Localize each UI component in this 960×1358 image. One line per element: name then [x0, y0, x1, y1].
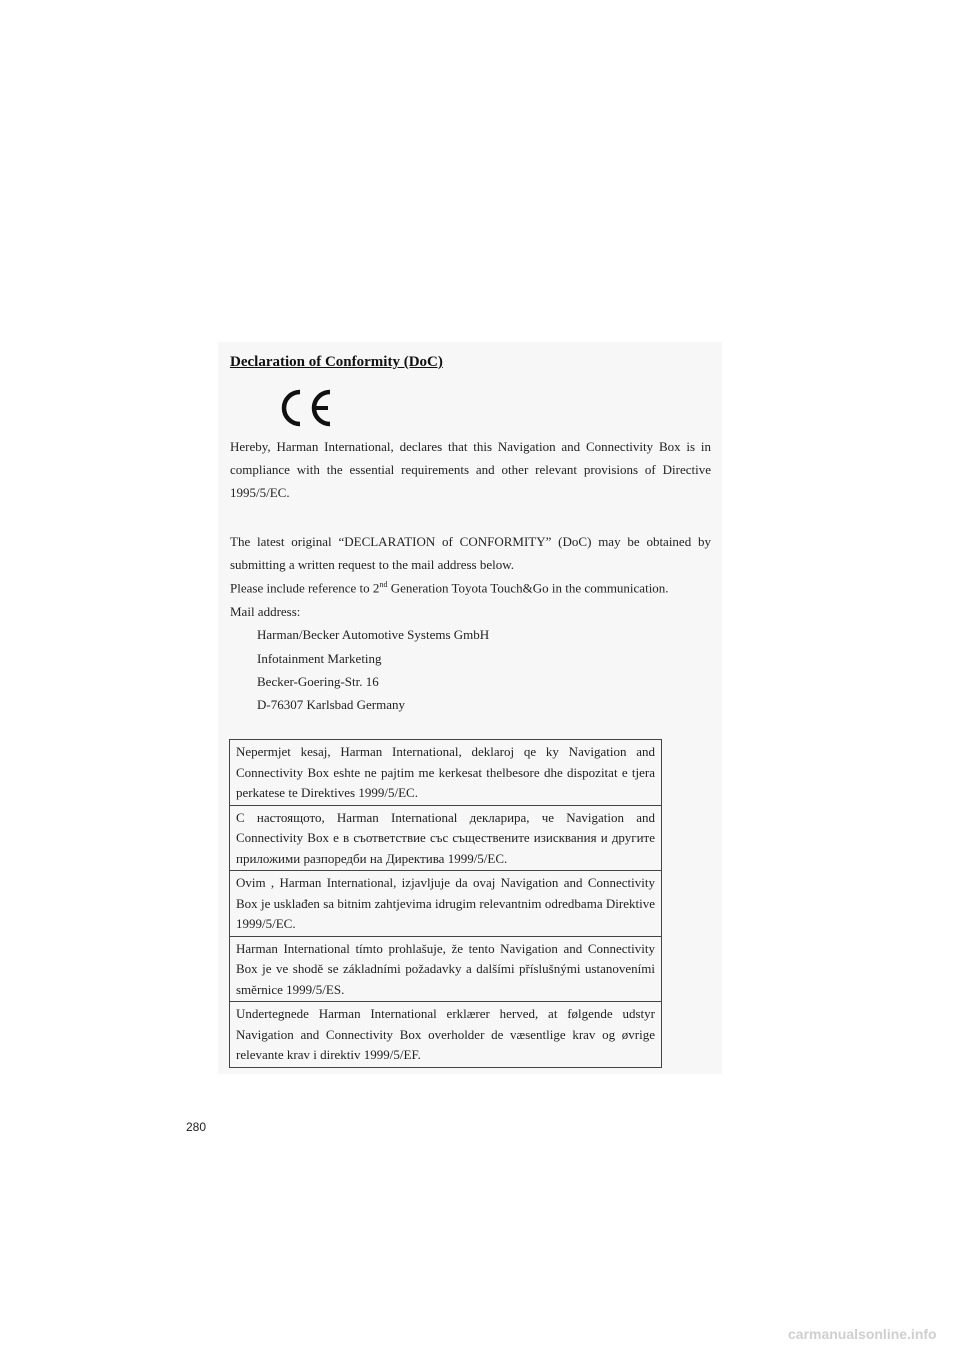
- include-reference-superscript: nd: [379, 580, 388, 589]
- translations-table: [229, 739, 662, 1068]
- translation-danish: Undertegnede Harman International erklærer herved, at følgende udstyr Navigation and Connectivity Box overholder de væsentlige krav og øvrige relevante krav i direktiv 1999/5/EF.: [230, 1002, 662, 1068]
- watermark: carmanualsonline.info: [788, 1326, 937, 1342]
- include-reference-line: [230, 580, 669, 596]
- page-number: 280: [186, 1120, 207, 1134]
- address-line: Harman/Becker Automotive Systems GmbH: [257, 627, 490, 642]
- translation-croatian: Ovim , Harman International, izjavljuje da ovaj Navigation and Connectivity Box je usklađen sa bitnim zahtjevima idrugim relevantnim odredbama Direktive 1999/5/EC.: [230, 871, 662, 937]
- mail-address-label: Mail address:: [230, 604, 301, 619]
- address-line: Becker-Goering-Str. 16: [257, 674, 379, 689]
- translation-czech: Harman International tímto prohlašuje, že tento Navigation and Connectivity Box je ve shodě se základními požadavky a dalšími příslušnými ustanoveními směrnice 1999/5/ES.: [230, 936, 662, 1002]
- include-reference-before: Please include reference to 2: [230, 580, 380, 596]
- table-row: [230, 740, 662, 806]
- translation-bulgarian: С настоящото, Harman International декларира, че Navigation and Connectivity Box е в съответствие със съществените изисквания и другите приложими разпоредби на Директива 1999/5/EC.: [230, 805, 662, 871]
- doc-request-paragraph: The latest original “DECLARATION of CONFORMITY” (DoC) may be obtained by submitting a written request to the mail address below.: [230, 534, 711, 572]
- declaration-paragraph: Hereby, Harman International, declares that this Navigation and Connectivity Box is in compliance with the essential requirements and other relevant provisions of Directive 1995/5/EC.: [230, 439, 711, 500]
- address-line: D-76307 Karlsbad Germany: [257, 697, 406, 712]
- table-row: [230, 1002, 662, 1068]
- page-title: Declaration of Conformity (DoC): [230, 354, 443, 370]
- table-row: [230, 936, 662, 1002]
- ce-mark-icon: [276, 386, 336, 430]
- table-row: [230, 871, 662, 937]
- address-line: Infotainment Marketing: [257, 651, 382, 666]
- translation-albanian: Nepermjet kesaj, Harman International, deklaroj qe ky Navigation and Connectivity Box eshte ne pajtim me kerkesat thelbesore dhe dispozitat e tjera perkatese te Direktives 1999/5/EC.: [230, 740, 662, 806]
- table-row: [230, 805, 662, 871]
- include-reference-after: Generation Toyota Touch&Go in the communication.: [387, 580, 669, 596]
